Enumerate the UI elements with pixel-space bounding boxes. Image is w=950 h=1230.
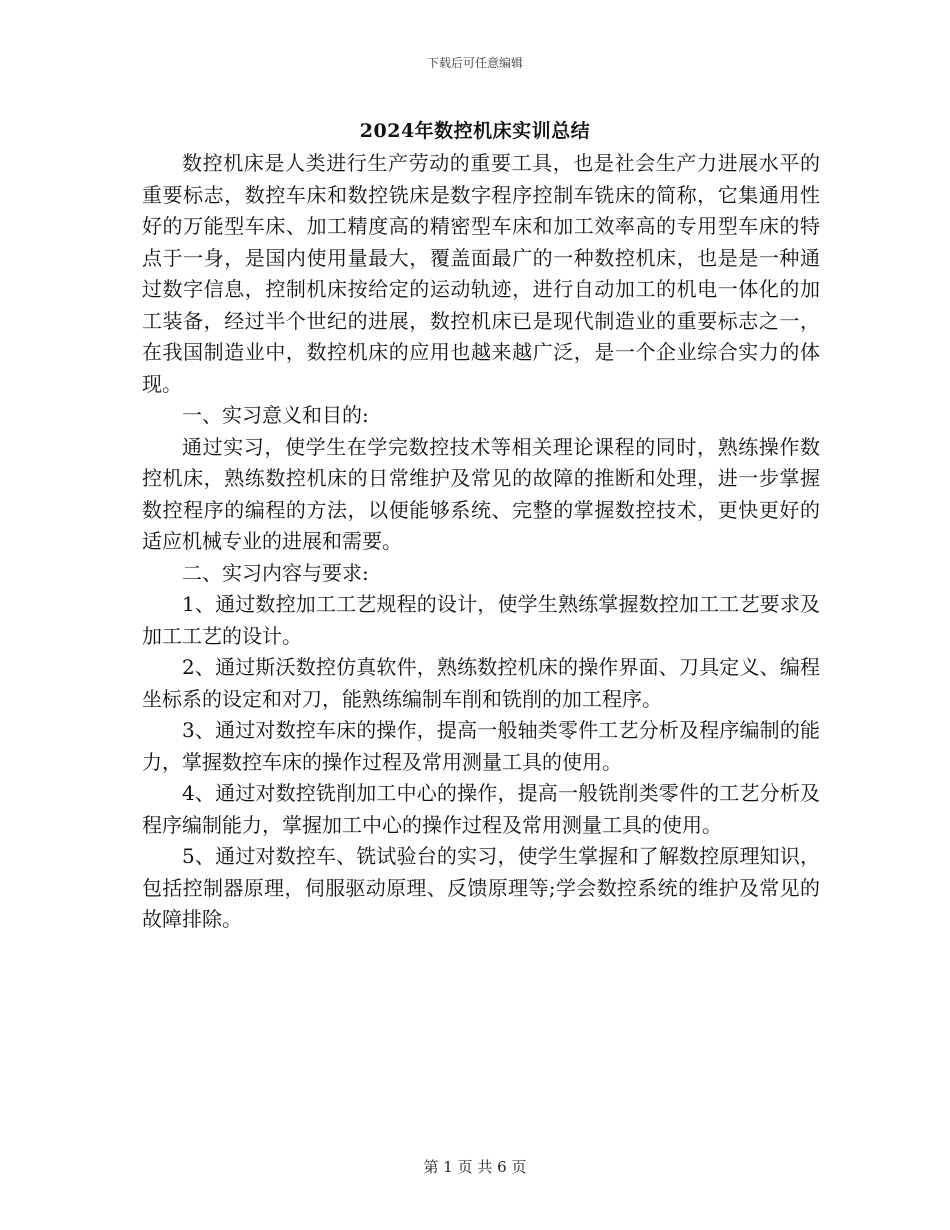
- page-number-footer: 第 1 页 共 6 页: [423, 1158, 527, 1176]
- section-heading-content: 二、实习内容与要求:: [182, 560, 369, 585]
- list-item-4: 4、通过对数控铣削加工中心的操作，提高一般铣削类零件的工艺分析及程序编制能力，掌握加工中心的操作过程及常用测量工具的使用。: [142, 781, 820, 837]
- list-item-2: 2、通过斯沃数控仿真软件，熟练数控机床的操作界面、刀具定义、编程坐标系的设定和对刀，能熟练编制车削和铣削的加工程序。: [142, 655, 820, 711]
- paragraph-purpose: 通过实习，使学生在学完数控技术等相关理论课程的同时，熟练操作数控机床，熟练数控机床的日常维护及常见的故障的推断和处理，进一步掌握数控程序的编程的方法，以便能够系统、完整的掌握数控技术，更快更好的适应机械专业的进展和需要。: [142, 434, 820, 553]
- paragraph-intro: 数控机床是人类进行生产劳动的重要工具，也是社会生产力进展水平的重要标志，数控车床和数控铣床是数字程序控制车铣床的简称，它集通用性好的万能型车床、加工精度高的精密型车床和加工效率高的专用型车床的特点于一身，是国内使用量最大，覆盖面最广的一种数控机床，也是是一种通过数字信息，控制机床按给定的运动轨迹，进行自动加工的机电一体化的加工装备，经过半个世纪的进展，数控机床已是现代制造业的重要标志之一，在我国制造业中，数控机床的应用也越来越广泛，是一个企业综合实力的体现。: [142, 151, 820, 396]
- section-heading-purpose: 一、实习意义和目的:: [182, 403, 369, 427]
- list-item-5: 5、通过对数控车、铣试验台的实习，使学生掌握和了解数控原理知识，包括控制器原理，伺服驱动原理、反馈原理等;学会数控系统的维护及常见的故障排除。: [142, 844, 820, 931]
- list-item-3: 3、通过对数控车床的操作，提高一般轴类零件工艺分析及程序编制的能力，掌握数控车床的操作过程及常用测量工具的使用。: [142, 718, 820, 774]
- document-body: [142, 148, 820, 936]
- list-item-1: 1、通过数控加工工艺规程的设计，使学生熟练掌握数控加工工艺要求及加工工艺的设计。: [142, 592, 820, 648]
- document-title: 2024年数控机床实训总结: [359, 120, 591, 142]
- page-header-note: 下载后可任意编辑: [426, 56, 523, 70]
